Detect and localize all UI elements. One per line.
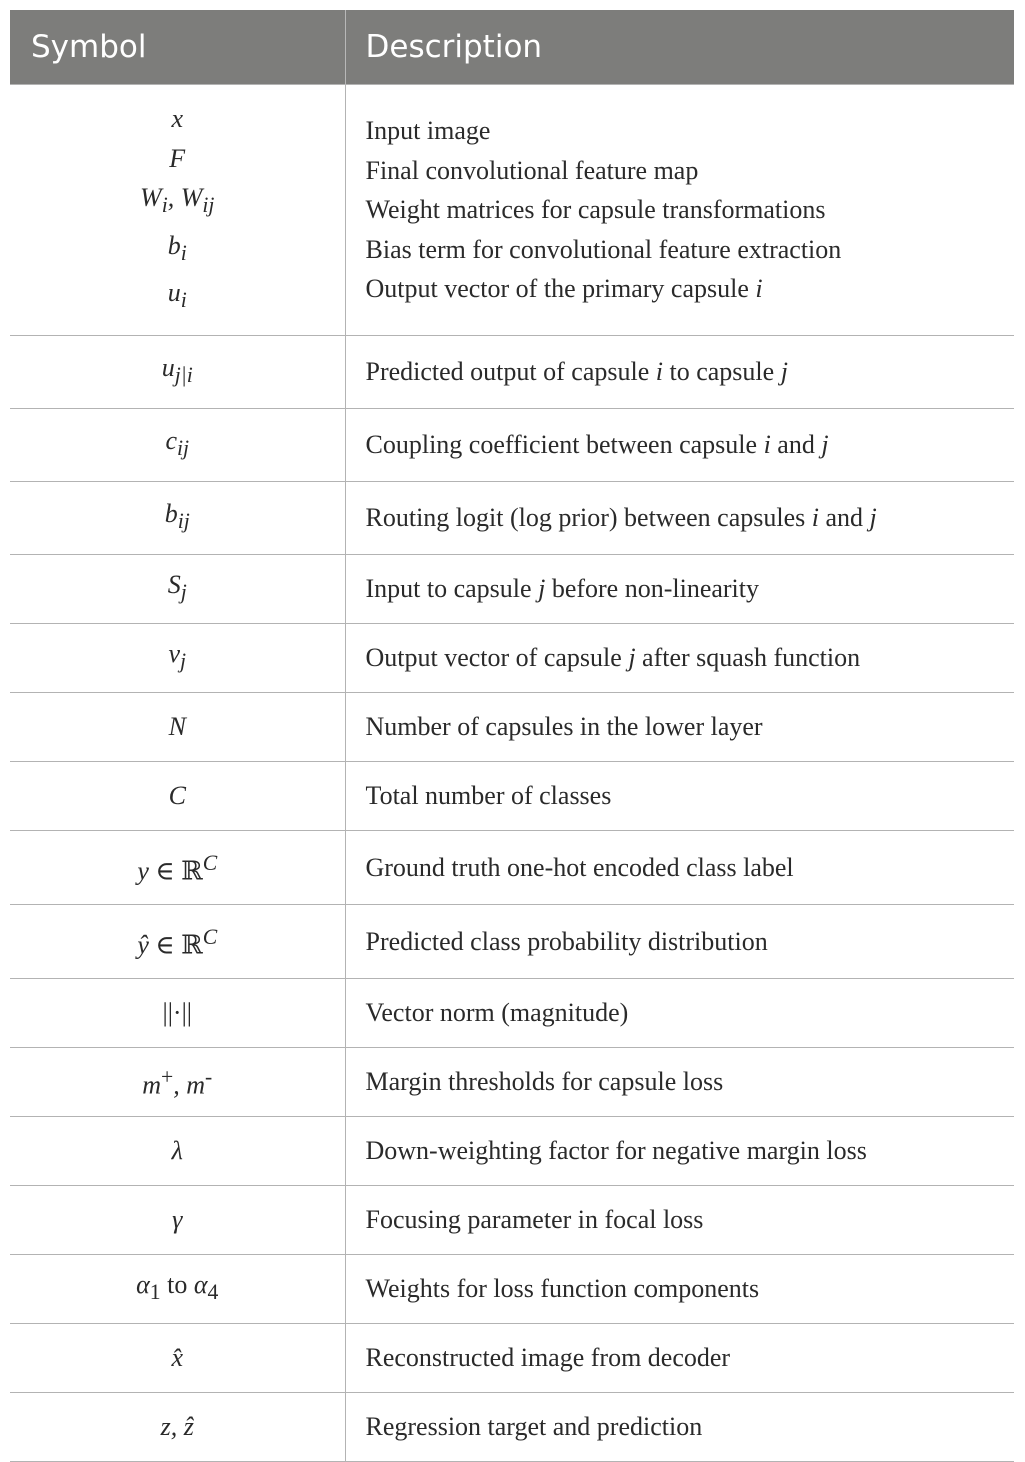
symbol-cell — [10, 555, 345, 624]
symbol-table — [10, 10, 1014, 1462]
description-cell — [345, 336, 1014, 409]
table-row — [10, 555, 1014, 624]
description-cell — [345, 693, 1014, 762]
symbol-cell — [10, 482, 345, 555]
table-row — [10, 693, 1014, 762]
header-row — [10, 10, 1014, 85]
symbol-table-container — [10, 10, 1014, 1462]
symbol-cell — [10, 1393, 345, 1462]
description-cell — [345, 905, 1014, 979]
description-cell — [345, 979, 1014, 1048]
description-cell — [345, 409, 1014, 482]
table-row — [10, 85, 1014, 336]
description-cell — [345, 1255, 1014, 1324]
symbol-text: x̂ — [171, 1343, 184, 1373]
description-text: Routing logit (log prior) between capsules i and j — [365, 503, 877, 533]
table-row — [10, 409, 1014, 482]
table-row — [10, 1324, 1014, 1393]
symbol-text: $u_i$ — [167, 278, 187, 313]
symbol-text: $u_{j|i}$ — [161, 353, 193, 388]
symbol-text: m+, m- — [142, 1065, 213, 1101]
table-row — [10, 979, 1014, 1048]
symbol-text: $b_{ij}$ — [164, 499, 190, 534]
description-cell — [345, 831, 1014, 905]
description-text: Vector norm (magnitude) — [365, 998, 629, 1028]
table-row — [10, 1393, 1014, 1462]
description-text: Margin thresholds for capsule loss — [365, 1067, 724, 1097]
description-text: Weights for loss function components — [365, 1274, 760, 1304]
description-text: Focusing parameter in focal loss — [365, 1205, 704, 1235]
table-row — [10, 1048, 1014, 1117]
description-text: Coupling coefficient between capsule i and j — [365, 430, 829, 460]
symbol-cell — [10, 85, 345, 336]
symbol-cell — [10, 336, 345, 409]
symbol-text: λ — [171, 1136, 183, 1166]
symbol-cell — [10, 693, 345, 762]
description-cell — [345, 555, 1014, 624]
description-text: Input to capsule j before non-linearity — [365, 574, 759, 604]
table-row — [10, 1255, 1014, 1324]
description-text: Total number of classes — [365, 781, 612, 811]
symbol-text: $W_i$, $W_{ij}$ — [140, 183, 215, 218]
header-description: Description — [345, 10, 1014, 85]
symbol-text: x — [171, 104, 184, 133]
description-text: Bias term for convolutional feature extraction — [365, 234, 842, 264]
description-text: Down-weighting factor for negative margin loss — [365, 1136, 867, 1166]
description-text: Output vector of capsule j after squash function — [365, 643, 861, 673]
symbol-text: $v_j$ — [168, 639, 187, 674]
description-cell — [345, 624, 1014, 693]
symbol-cell — [10, 1255, 345, 1324]
description-cell — [345, 482, 1014, 555]
table-row — [10, 905, 1014, 979]
table-row — [10, 831, 1014, 905]
table-row — [10, 336, 1014, 409]
description-cell — [345, 1117, 1014, 1186]
table-row — [10, 1117, 1014, 1186]
symbol-text: $b_i$ — [167, 230, 187, 265]
symbol-cell — [10, 905, 345, 979]
symbol-text: y ∈ ℝ$^C$ — [137, 850, 218, 886]
symbol-cell — [10, 1324, 345, 1393]
symbol-text: C — [168, 781, 186, 811]
header-symbol: Symbol — [10, 10, 345, 85]
symbol-cell — [10, 624, 345, 693]
description-text: Regression target and prediction — [365, 1412, 703, 1442]
description-text: Predicted output of capsule i to capsule j — [365, 357, 788, 387]
symbol-cell — [10, 1048, 345, 1117]
symbol-cell — [10, 762, 345, 831]
symbol-text: $S_j$ — [167, 570, 187, 605]
description-text: Weight matrices for capsule transformations — [365, 195, 826, 225]
description-cell — [345, 762, 1014, 831]
symbol-text: N — [168, 712, 186, 742]
symbol-text: F — [169, 143, 186, 173]
table-row — [10, 762, 1014, 831]
description-cell — [345, 1324, 1014, 1393]
description-text: Output vector of the primary capsule i — [365, 274, 763, 304]
symbol-text: ŷ ∈ ℝ$^C$ — [137, 924, 218, 960]
symbol-cell — [10, 1117, 345, 1186]
symbol-text: $\alpha_1$ to $\alpha_4$ — [136, 1270, 219, 1305]
description-cell — [345, 1186, 1014, 1255]
symbol-text: z, ẑ — [160, 1412, 194, 1442]
description-text: Input image — [365, 116, 491, 146]
symbol-cell — [10, 409, 345, 482]
description-text: Predicted class probability distribution — [365, 926, 768, 956]
table-row — [10, 1186, 1014, 1255]
description-cell — [345, 85, 1014, 336]
description-text: Final convolutional feature map — [365, 155, 699, 185]
description-cell — [345, 1048, 1014, 1117]
symbol-text: γ — [172, 1205, 183, 1235]
description-text: Reconstructed image from decoder — [365, 1343, 731, 1373]
table-row — [10, 482, 1014, 555]
symbol-cell — [10, 1186, 345, 1255]
symbol-text: $c_{ij}$ — [165, 426, 190, 461]
symbol-cell — [10, 979, 345, 1048]
description-text: Ground truth one-hot encoded class label — [365, 852, 794, 882]
description-text: Number of capsules in the lower layer — [365, 712, 763, 742]
symbol-cell — [10, 831, 345, 905]
symbol-text: ||·|| — [162, 998, 192, 1028]
description-cell — [345, 1393, 1014, 1462]
table-body — [10, 85, 1014, 1462]
table-row — [10, 624, 1014, 693]
